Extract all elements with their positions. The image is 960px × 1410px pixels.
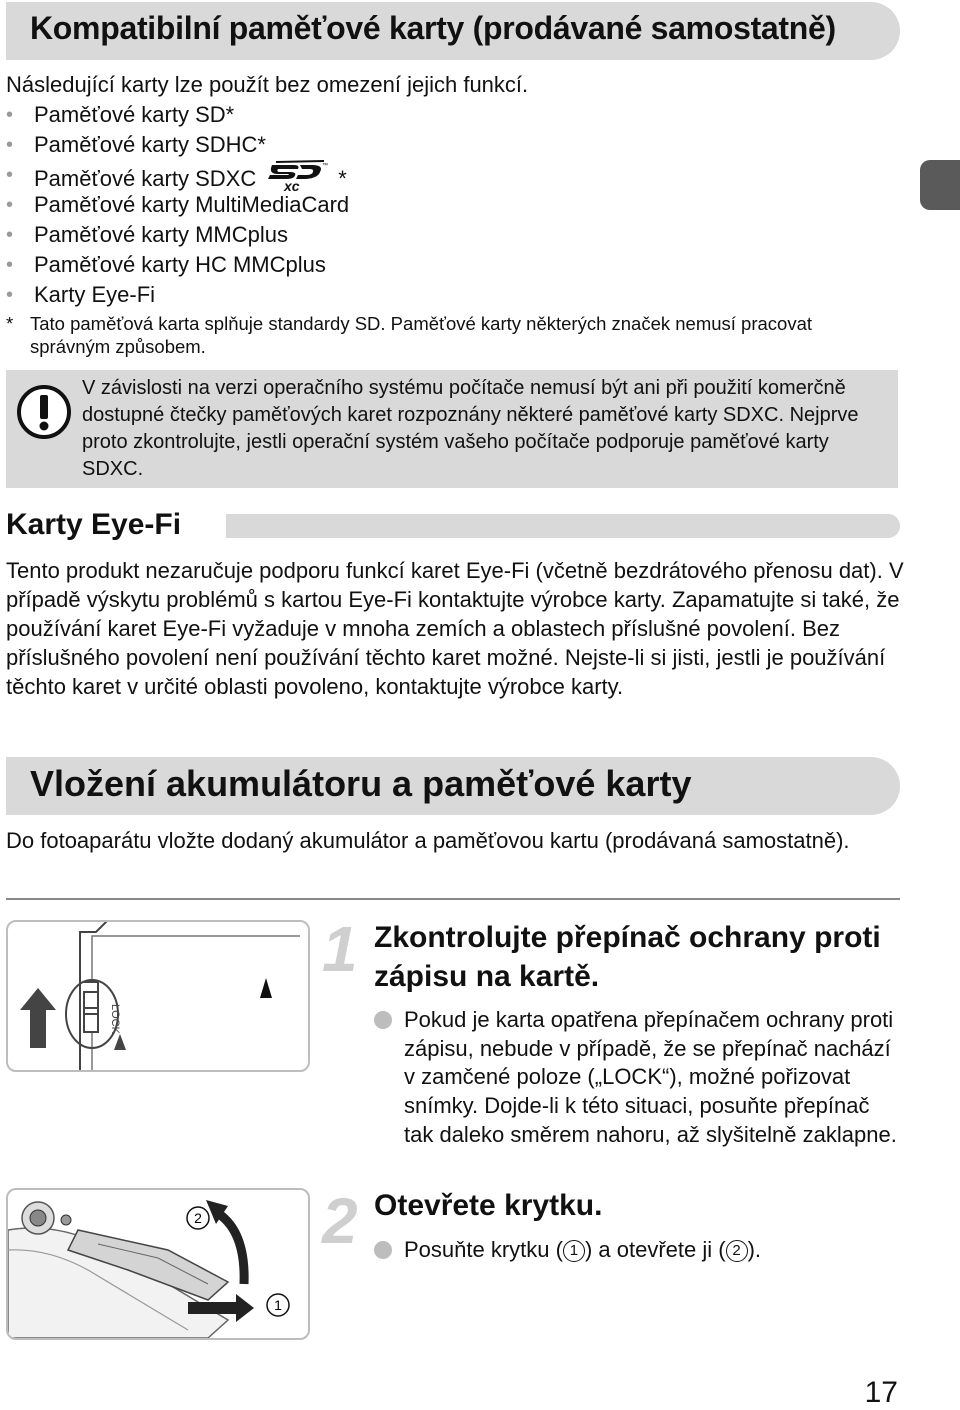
- list-item: • Paměťové karty SDHC*: [6, 132, 266, 157]
- footnote: * Tato paměťová karta splňuje standardy SD. Paměťové karty některých značek nemusí pracovat správným způsobem.: [6, 313, 813, 357]
- caution-icon: [16, 384, 72, 445]
- callout-1: 1: [274, 1297, 282, 1313]
- list-item: • Paměťové karty MultiMediaCard: [6, 192, 350, 217]
- lock-label: LOCK: [109, 1004, 121, 1034]
- section-title-bar: [6, 2, 900, 60]
- divider: [6, 898, 900, 900]
- warning-text: V závislosti na verzi operačního systému počítače nemusí být ani při použití komerčně dostupné čtečky paměťových karet rozpoznány některé paměťové karty SDXC. Nejprve proto zkontrolujte, jestli operační systém vašeho počítače podporuje paměťové karty SDXC.: [82, 377, 859, 480]
- step-instruction: Pokud je karta opatřena přepínačem ochrany proti zápisu, nebude v případě, že se přepínač nachází v zamčené poloze („LOCK“), možné pořizovat snímky. Dojde-li k této situaci, posuňte přepínač tak daleko směrem nahoru, až slyšitelně zaklapne.: [374, 1006, 904, 1150]
- step-instruction: Posuňte krytku ( 1 ) a otevřete ji ( 2 ).: [374, 1236, 904, 1265]
- chapter-tab: [920, 160, 960, 210]
- step-title: Otevřete krytku.: [374, 1189, 603, 1222]
- heading-bar: [226, 514, 900, 538]
- card-list: [6, 100, 349, 310]
- sd-card-illustration: [6, 920, 310, 1072]
- svg-text:™: ™: [322, 163, 329, 169]
- eyefi-text: Tento produkt nezaručuje podporu funkcí karet Eye-Fi (včetně bezdrátového přenosu dat). V případě výskytu problémů s kartou Eye-Fi kontaktujte výrobce karty. Zapamatujte si také, že používání karet Eye-Fi vyžaduje v mnoha zemích a oblastech příslušné povolení. Bez příslušného povolení není používání těchto karet možné. Nejste-li si jisti, jestli je používání těchto karet v určité oblasti povoleno, kontaktujte výrobce karty.: [6, 558, 904, 699]
- step-number: 2: [322, 1185, 358, 1257]
- page-number: 17: [864, 1376, 898, 1409]
- svg-text:xc: xc: [284, 178, 300, 192]
- camera-cover-illustration: [6, 1188, 310, 1340]
- circled-number: 1: [563, 1240, 585, 1262]
- intro-text: Následující karty lze použít bez omezení jejich funkcí.: [6, 72, 529, 97]
- callout-2: 2: [194, 1210, 202, 1226]
- step-number: 1: [322, 913, 358, 985]
- insert-intro-text: Do fotoaparátu vložte dodaný akumulátor a paměťovou kartu (prodávaná samostatně).: [6, 828, 850, 853]
- eyefi-heading: Karty Eye-Fi: [6, 508, 182, 541]
- bullet-dot-icon: [374, 1011, 392, 1029]
- list-item: • Karty Eye-Fi: [6, 282, 156, 307]
- step-title: Zkontrolujte přepínač ochrany proti zápisu na kartě.: [374, 921, 881, 993]
- section-title: Vložení akumulátoru a paměťové karty: [30, 763, 692, 804]
- list-item: • Paměťové karty SD*: [6, 102, 235, 127]
- list-item: • Paměťové karty SDXC ™ xc *: [6, 160, 349, 190]
- section-title: Kompatibilní paměťové karty (prodávané samostatně): [30, 10, 836, 46]
- circled-number: 2: [726, 1240, 748, 1262]
- section-title-bar: [6, 757, 900, 815]
- warning-box: [6, 370, 898, 488]
- list-item: • Paměťové karty MMCplus: [6, 222, 288, 247]
- bullet-dot-icon: [374, 1241, 392, 1259]
- list-item: • Paměťové karty HC MMCplus: [6, 252, 326, 277]
